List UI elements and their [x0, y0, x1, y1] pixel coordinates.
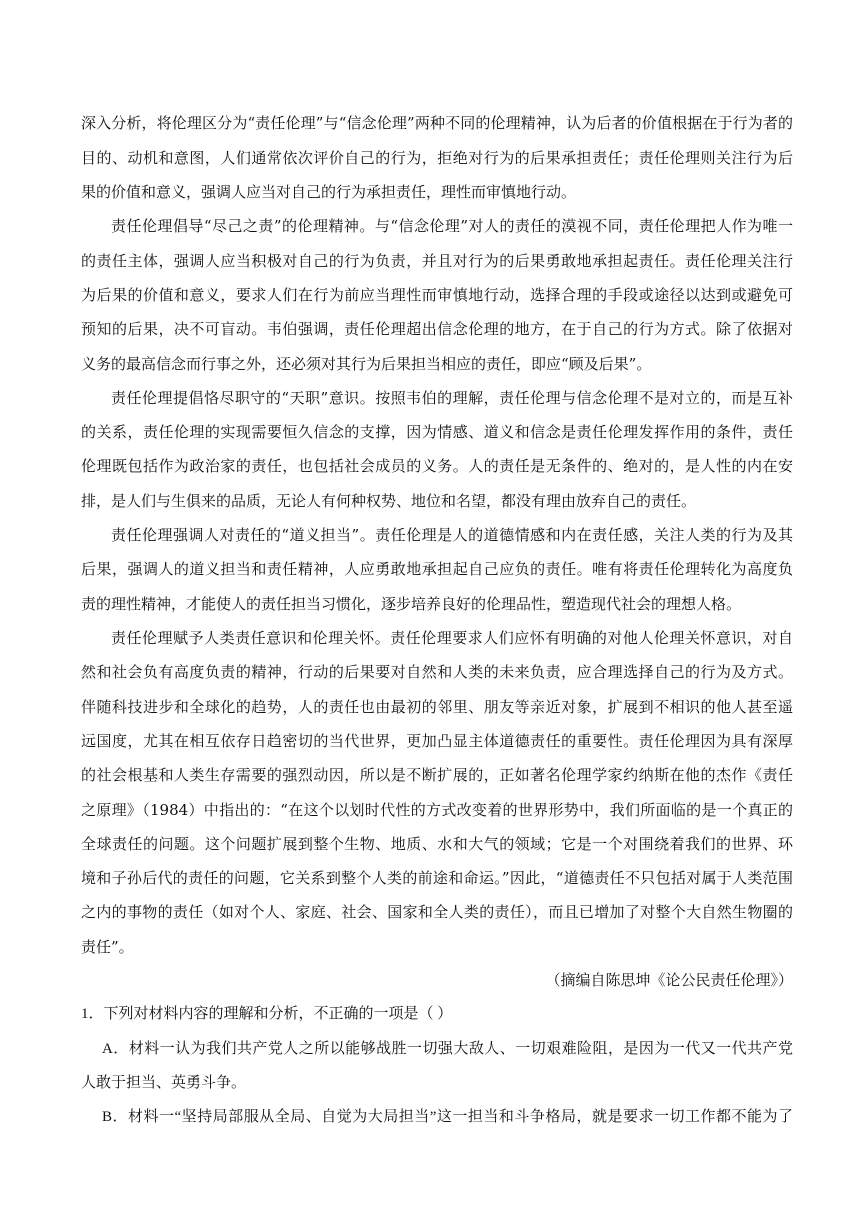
text-line: 为后果的价值和意义，要求人们在行为前应当理性而审慎地行动，选择合理的手段或途径以达到或避免可 [81, 286, 793, 304]
text-line: 义务的最高信念而行事之外，还必须对其行为后果担当相应的责任，即应“顾及后果”。 [81, 355, 652, 373]
option-a-continued: 人敢于担当、英勇斗争。 [81, 1075, 247, 1091]
text-line: 预知的后果，决不可盲动。韦伯强调，责任伦理超出信念伦理的地方，在于自己的行为方式。除了依据对 [81, 320, 793, 338]
text-line: 的社会根基和人类生存需要的强烈动因，所以是不断扩展的，正如著名伦理学家约纳斯在他的杰作《责任 [81, 766, 793, 784]
text-line: 伴随科技进步和全球化的趋势，人的责任也由最初的邻里、朋友等亲近对象，扩展到不相识的他人甚至遥 [81, 698, 793, 716]
text-line: 目的、动机和意图，人们通常依次评价自己的行为，拒绝对行为的后果承担责任；责任伦理则关注行为后 [81, 149, 793, 167]
text-line: 排，是人们与生俱来的品质，无论人有何种权势、地位和名望，都没有理由放弃自己的责任。 [81, 492, 697, 510]
source-citation: （摘编自陈思坤《论公民责任伦理》） [545, 971, 793, 989]
question-stem: 1．下列对材料内容的理解和分析，不正确的一项是（ ） [81, 1006, 453, 1022]
text-line: 的责任主体，强调人应当积极对自己的行为负责，并且对行为的后果勇敢地承担起责任。责任伦理关注行 [81, 252, 793, 270]
text-line: 责任伦理强调人对责任的“道义担当”。责任伦理是人的道德情感和内在责任感，关注人类的行为及其 [111, 526, 793, 544]
text-line: 责任伦理赋予人类责任意识和伦理关怀。责任伦理要求人们应怀有明确的对他人伦理关怀意识，对自 [111, 629, 793, 647]
text-line: 之原理》（1984）中指出的：“在这个以划时代性的方式改变着的世界形势中，我们所面临的是一个真正的 [81, 801, 793, 819]
text-line: 全球责任的问题。这个问题扩展到整个生物、地质、水和大气的领域；它是一个对围绕着我们的世界、环 [81, 835, 793, 853]
text-line: 后果，强调人的道义担当和责任精神，人应勇敢地承担起自己应负的责任。唯有将责任伦理转化为高度负 [81, 560, 793, 578]
text-line: 之内的事物的责任（如对个人、家庭、社会、国家和全人类的责任），而且已增加了对整个大自然生物圈的 [81, 903, 793, 921]
option-a: A．材料一认为我们共产党人之所以能够战胜一切强大敌人、一切艰难险阻，是因为一代又一代共产党 [102, 1041, 793, 1057]
text-line: 然和社会负有高度负责的精神，行动的后果要对自然和人类的未来负责，应合理选择自己的行为及方式。 [81, 663, 793, 681]
text-line: 责任”。 [81, 938, 134, 956]
text-line: 责任伦理倡导“尽己之责”的伦理精神。与“信念伦理”对人的责任的漠视不同，责任伦理把人作为唯一 [111, 217, 793, 235]
text-line: 伦理既包括作为政治家的责任，也包括社会成员的义务。人的责任是无条件的、绝对的，是人性的内在安 [81, 457, 793, 475]
option-b: B．材料一“坚持局部服从全局、自觉为大局担当”这一担当和斗争格局，就是要求一切工作都不能为了 [102, 1109, 793, 1125]
text-line: 的关系，责任伦理的实现需要恒久信念的支撑，因为情感、道义和信念是责任伦理发挥作用的条件，责任 [81, 423, 793, 441]
text-line: 远国度，尤其在相互依存日趋密切的当代世界，更加凸显主体道德责任的重要性。责任伦理因为具有深厚 [81, 732, 793, 750]
text-line: 责的理性精神，才能使人的责任担当习惯化，逐步培养良好的伦理品性，塑造现代社会的理想人格。 [81, 595, 742, 613]
text-line: 境和子孙后代的责任的问题，它关系到整个人类的前途和命运。”因此，“道德责任不只包括对属于人类范围 [81, 869, 793, 887]
text-line: 责任伦理提倡恪尽职守的“天职”意识。按照韦伯的理解，责任伦理与信念伦理不是对立的，而是互补 [111, 389, 793, 407]
text-line: 深入分析，将伦理区分为“责任伦理”与“信念伦理”两种不同的伦理精神，认为后者的价值根据在于行为者的 [81, 114, 793, 132]
text-line: 果的价值和意义，强调人应当对自己的行为承担责任，理性而审慎地行动。 [81, 183, 577, 201]
